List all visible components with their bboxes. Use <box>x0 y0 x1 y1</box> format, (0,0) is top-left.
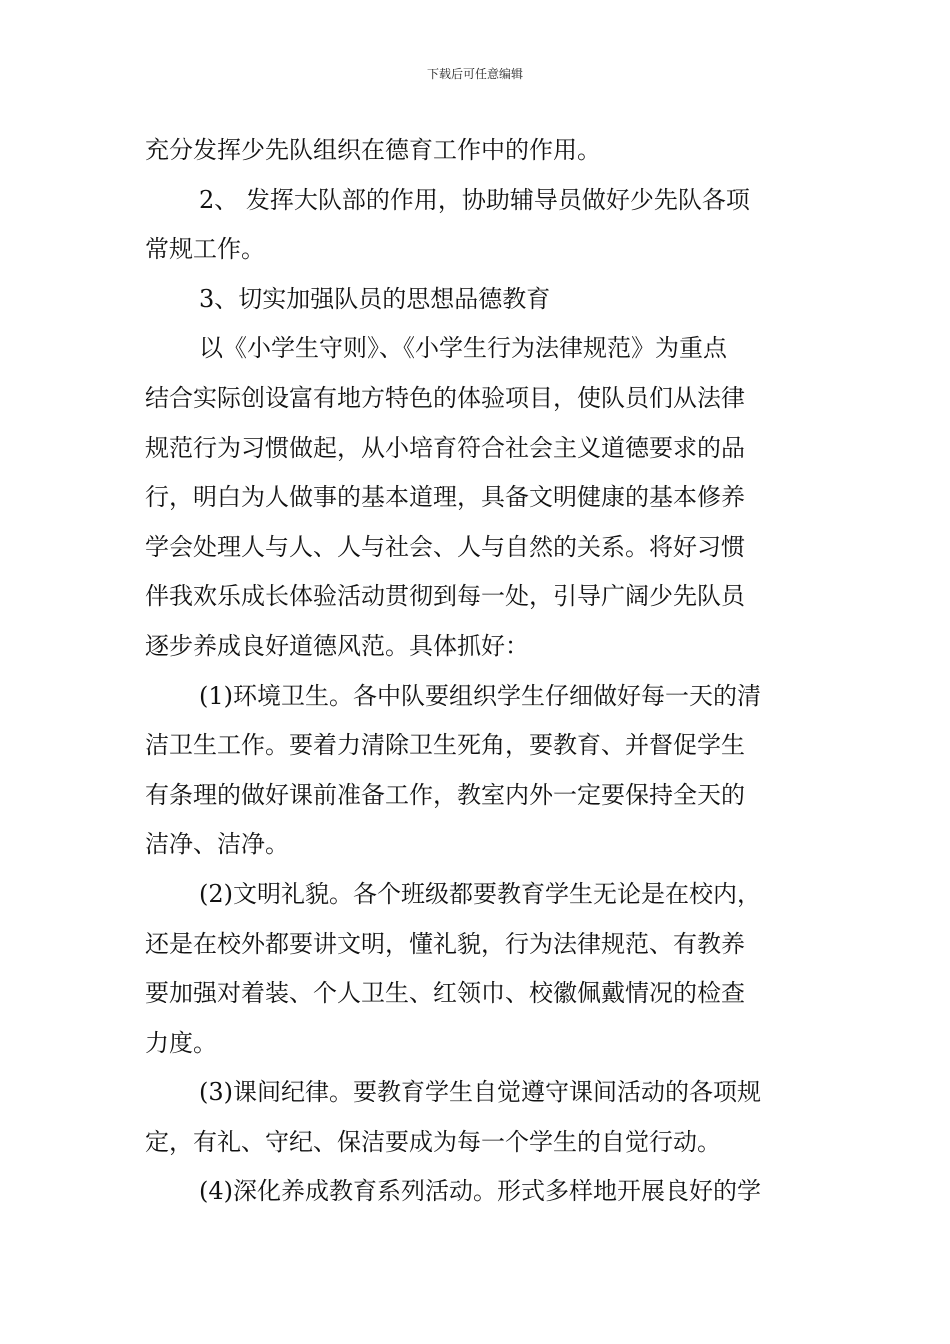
document-body <box>145 126 810 1217</box>
text-line-3: 常规工作。 <box>145 235 265 264</box>
page-header: 下载后可任意编辑 <box>426 67 523 81</box>
text-line-8: 行，明白为人做事的基本道理，具备文明健康的基本修养 <box>145 483 745 512</box>
text-line-9: 学会处理人与人、人与社会、人与自然的关系。将好习惯 <box>145 532 745 561</box>
text-line-14: 有条理的做好课前准备工作，教室内外一定要保持全天的 <box>145 780 745 809</box>
text-line-10: 伴我欢乐成长体验活动贯彻到每一处，引导广阔少先队员 <box>145 582 745 611</box>
text-line-17: 还是在校外都要讲文明，懂礼貌，行为法律规范、有教养 <box>145 929 745 958</box>
text-line-5: 以《小学生守则》、《小学生行为法律规范》为重点 <box>199 334 727 363</box>
text-line-16: (2)文明礼貌。各个班级都要教育学生无论是在校内， <box>199 879 761 908</box>
text-line-7: 规范行为习惯做起，从小培育符合社会主义道德要求的品 <box>145 433 745 462</box>
text-line-6: 结合实际创设富有地方特色的体验项目，使队员们从法律 <box>145 383 745 412</box>
text-line-2: 2、 发挥大队部的作用，协助辅导员做好少先队各项 <box>199 185 750 214</box>
text-line-19: 力度。 <box>145 1028 217 1057</box>
text-line-13: 洁卫生工作。要着力清除卫生死角，要教育、并督促学生 <box>145 731 745 760</box>
text-line-11: 逐步养成良好道德风范。具体抓好： <box>145 631 529 660</box>
text-line-21: 定，有礼、守纪、保洁要成为每一个学生的自觉行动。 <box>145 1127 721 1156</box>
text-line-22: (4)深化养成教育系列活动。形式多样地开展良好的学 <box>199 1177 761 1206</box>
text-line-4: 3、切实加强队员的思想品德教育 <box>199 284 551 313</box>
text-line-15: 洁净、洁净。 <box>145 830 289 859</box>
text-line-18: 要加强对着装、个人卫生、红领巾、校徽佩戴情况的检查 <box>145 979 745 1008</box>
text-line-12: (1)环境卫生。各中队要组织学生仔细做好每一天的清 <box>199 681 761 710</box>
text-line-20: (3)课间纪律。要教育学生自觉遵守课间活动的各项规 <box>199 1078 761 1107</box>
text-line-1: 充分发挥少先队组织在德育工作中的作用。 <box>145 136 601 164</box>
